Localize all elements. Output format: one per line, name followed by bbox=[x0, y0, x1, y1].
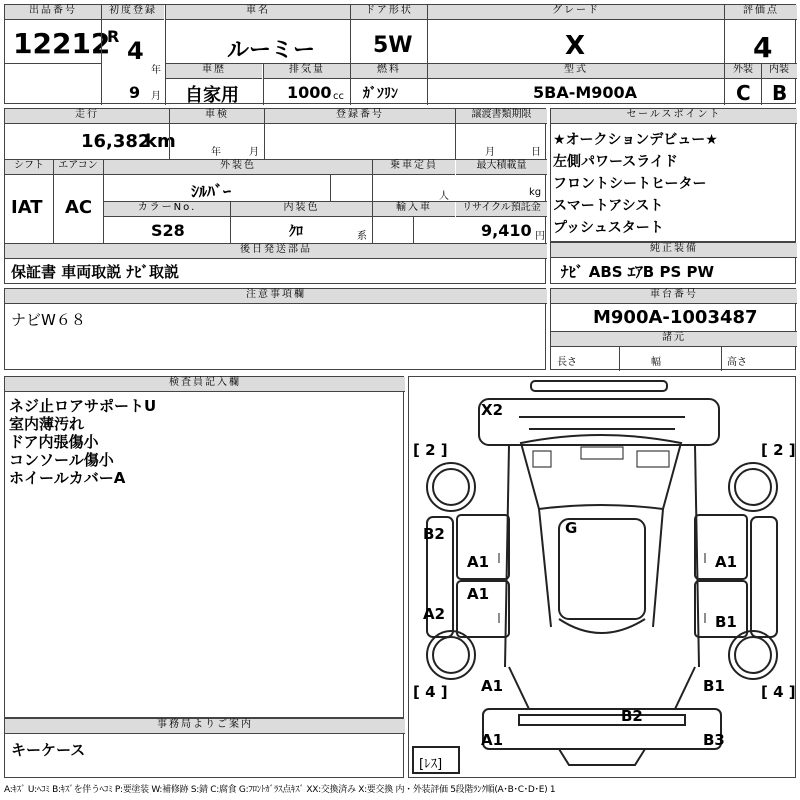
score: 4 bbox=[753, 31, 773, 64]
month-unit: 月 bbox=[151, 91, 161, 102]
lot-number: 12212 bbox=[13, 27, 111, 60]
exterior-label: 外装 bbox=[725, 64, 761, 79]
door-type: 5W bbox=[373, 33, 413, 58]
notes: ナビW６８ bbox=[11, 311, 86, 329]
car-name: ルーミー bbox=[227, 38, 316, 63]
inspector-label: 検査員記入欄 bbox=[5, 377, 405, 392]
spec-grid bbox=[4, 108, 546, 284]
int-color: ｸﾛ bbox=[289, 224, 303, 240]
grade: X bbox=[565, 31, 586, 61]
chassis-box bbox=[550, 288, 796, 370]
inspector-line: ネジ止ロアサポートU bbox=[9, 397, 157, 415]
equipment-label: 純正装備 bbox=[551, 243, 797, 258]
shift: IAT bbox=[11, 197, 43, 218]
reg-year: 4 bbox=[127, 37, 144, 65]
mark-b1: B1 bbox=[703, 677, 725, 695]
sales-point-item: フロントシートヒーター bbox=[553, 176, 707, 192]
sales-point-item: プッシュスタート bbox=[553, 220, 664, 236]
recycle: 9,410 bbox=[481, 221, 532, 240]
chassis-number: M900A-1003487 bbox=[593, 307, 758, 328]
max-load-unit: kg bbox=[529, 187, 542, 198]
sales-point-item: 左側パワースライド bbox=[553, 154, 678, 170]
mark-tire-fr: [ 2 ] bbox=[761, 441, 796, 459]
grade-label: グレード bbox=[428, 5, 724, 20]
color: ｼﾙﾊﾞｰ bbox=[191, 182, 232, 201]
mark-a2-left: A2 bbox=[423, 605, 446, 623]
mark-a1: A1 bbox=[481, 731, 504, 749]
model-label: 型式 bbox=[428, 64, 724, 79]
mark-tire-fl: [ 2 ] bbox=[413, 441, 448, 459]
door-label: ドア形状 bbox=[351, 5, 427, 20]
exterior-grade: C bbox=[736, 81, 751, 105]
sales-point-item: ★オークションデビュー★ bbox=[553, 132, 718, 148]
insp-year-unit: 年 bbox=[211, 147, 221, 158]
year-unit: 年 bbox=[151, 65, 161, 76]
shift-label: シフト bbox=[5, 160, 53, 175]
mark-b2-rear: B2 bbox=[621, 707, 643, 725]
ac-label: エアコン bbox=[53, 160, 103, 175]
sales-points-box bbox=[550, 108, 796, 242]
ac: AC bbox=[65, 197, 93, 218]
length-label: 長さ bbox=[557, 357, 577, 368]
recycle-label: リサイクル預託金 bbox=[456, 202, 547, 217]
color-no-label: カラーNo. bbox=[104, 202, 230, 217]
height-label: 高さ bbox=[727, 357, 747, 368]
later-parts-label: 後日発送部品 bbox=[5, 244, 547, 259]
equipment-box bbox=[550, 242, 796, 284]
top-grid bbox=[4, 4, 796, 104]
max-load-label: 最大積載量 bbox=[456, 160, 547, 175]
car-name-label: 車名 bbox=[166, 5, 350, 20]
recycle-unit: 円 bbox=[535, 231, 545, 242]
inspector-line: ホイールカバーA bbox=[9, 469, 126, 487]
office-note: キーケース bbox=[11, 741, 86, 759]
fuel-label: 燃料 bbox=[351, 64, 427, 79]
mark-tire-rr: [ 4 ] bbox=[761, 683, 796, 701]
damage-diagram bbox=[408, 376, 796, 778]
mark-a1: A1 bbox=[467, 585, 490, 603]
mark-a1: A1 bbox=[467, 553, 490, 571]
spec-label: 諸元 bbox=[551, 332, 797, 347]
mark-b2-left: B2 bbox=[423, 525, 445, 543]
transfer-day-unit: 日 bbox=[531, 147, 541, 158]
notes-label: 注意事項欄 bbox=[5, 289, 547, 304]
mark-g: G bbox=[565, 519, 578, 537]
color-no: S28 bbox=[151, 221, 185, 240]
int-color-unit: 系 bbox=[357, 231, 367, 242]
color-label: 外装色 bbox=[104, 160, 372, 175]
fuel: ｶﾞｿﾘﾝ bbox=[363, 86, 398, 102]
mark-b1: B1 bbox=[715, 613, 737, 631]
model: 5BA-M900A bbox=[533, 83, 638, 102]
era: R bbox=[107, 27, 120, 46]
transfer-month-unit: 月 bbox=[485, 147, 495, 158]
mark-a1: A1 bbox=[481, 677, 504, 695]
capacity-unit: 人 bbox=[439, 191, 449, 202]
int-color-label: 内装色 bbox=[231, 202, 372, 217]
car-outline-diagram bbox=[409, 377, 795, 777]
sales-points-label: セールスポイント bbox=[551, 109, 797, 124]
chassis-label: 車台番号 bbox=[551, 289, 797, 304]
transfer-label: 譲渡書類期限 bbox=[456, 109, 547, 124]
lot-label: 出品番号 bbox=[5, 5, 101, 20]
inspector-line: ドア内張傷小 bbox=[9, 433, 99, 451]
mark-x2: X2 bbox=[481, 401, 504, 419]
insp-month-unit: 月 bbox=[249, 147, 259, 158]
inspector-line: 室内薄汚れ bbox=[9, 415, 85, 433]
displacement-label: 排気量 bbox=[264, 64, 350, 79]
mark-a1: A1 bbox=[715, 553, 738, 571]
first-reg-label: 初度登録 bbox=[102, 5, 164, 20]
notes-box bbox=[4, 288, 546, 370]
history: 自家用 bbox=[185, 85, 239, 106]
inspector-line: コンソール傷小 bbox=[9, 451, 114, 469]
equipment: ﾅﾋﾞ ABS ｴｱB PS PW bbox=[561, 263, 715, 281]
reg-no-label: 登録番号 bbox=[265, 109, 455, 124]
inspection-label: 車検 bbox=[170, 109, 264, 124]
legend: A:ｷｽﾞ U:ﾍｺﾐ B:ｷｽﾞを伴うﾍｺﾐ P:要塗装 W:補修跡 S:錆 C:腐食 G:ﾌﾛﾝﾄｶﾞﾗｽ点ｷｽﾞ XX:交換済み X:要交換 内・外装評価 5段階ﾗﾝｸ順(A･B･C･D･E) 1 bbox=[4, 785, 556, 795]
interior-grade: B bbox=[772, 81, 788, 105]
capacity-label: 乗車定員 bbox=[373, 160, 455, 175]
mileage-label: 走行 bbox=[5, 109, 169, 124]
mark-b3: B3 bbox=[703, 731, 725, 749]
import-label: 輸入車 bbox=[373, 202, 455, 217]
history-label: 車歴 bbox=[166, 64, 262, 79]
displacement: 1000 bbox=[287, 83, 332, 102]
score-label: 評価点 bbox=[725, 5, 797, 20]
office-box bbox=[4, 718, 404, 778]
interior-label: 内装 bbox=[761, 64, 797, 79]
inspector-box bbox=[4, 376, 404, 718]
mark-tire-rl: [ 4 ] bbox=[413, 683, 448, 701]
office-label: 事務局よりご案内 bbox=[5, 719, 405, 734]
width-label: 幅 bbox=[651, 357, 661, 368]
mark-spare: [ﾚｽ] bbox=[419, 757, 443, 772]
sales-point-item: スマートアシスト bbox=[553, 198, 664, 214]
mileage-unit: km bbox=[145, 131, 176, 152]
displacement-unit: cc bbox=[333, 91, 344, 102]
mileage: 16,382 bbox=[81, 131, 151, 152]
later-parts: 保証書 車両取説 ﾅﾋﾞ取説 bbox=[11, 263, 179, 281]
reg-month: 9 bbox=[129, 83, 141, 102]
